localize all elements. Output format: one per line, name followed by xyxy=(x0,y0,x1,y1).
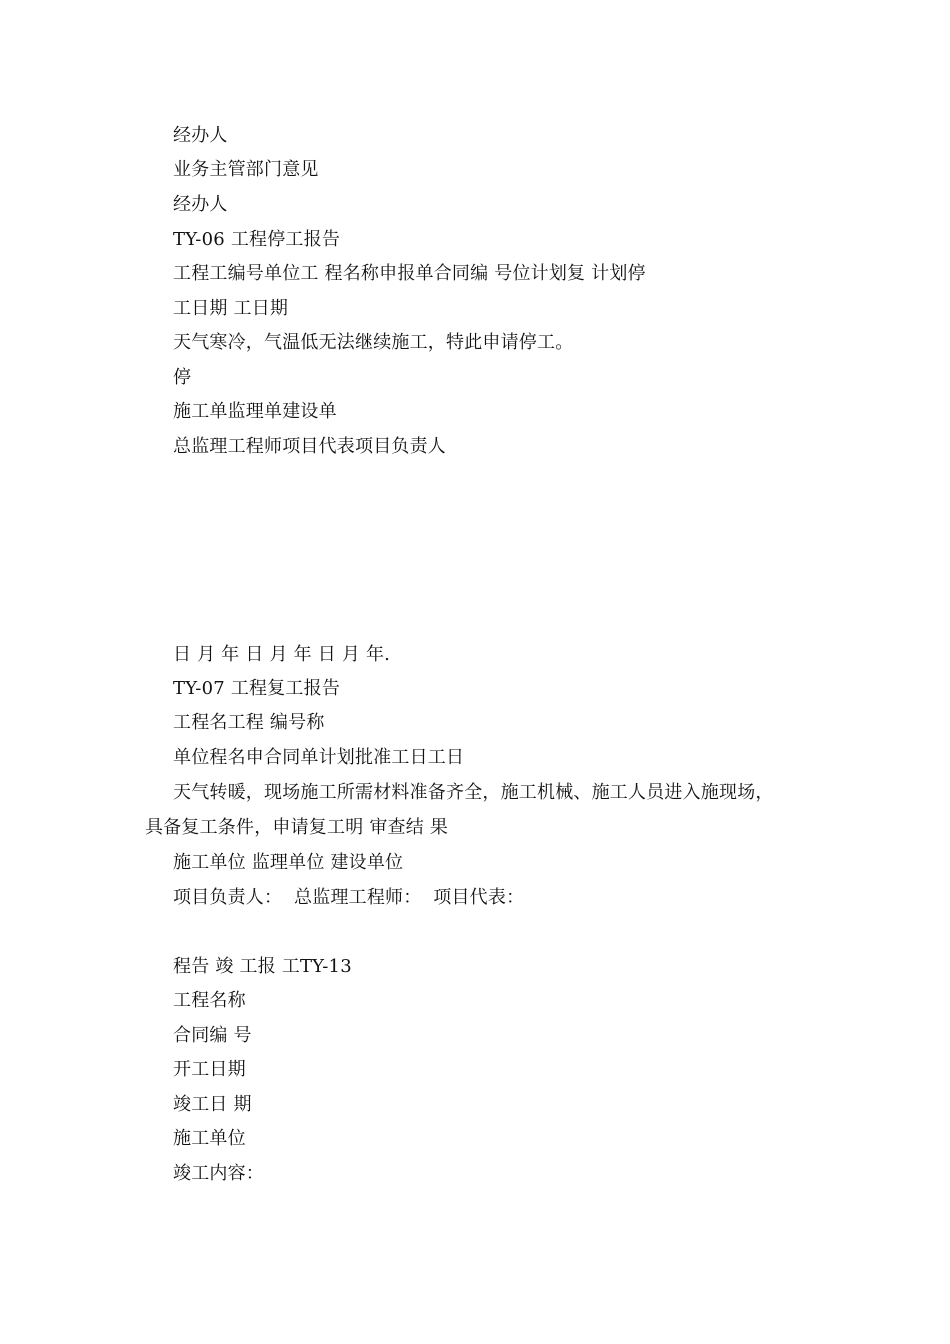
text-line-resume-report-fields-2: 单位程名申合同单计划批准工日工日 xyxy=(173,747,465,768)
text-line-construction-unit: 施工单位 xyxy=(173,1128,246,1149)
text-line-resume-report-fields: 工程名工程 编号称 xyxy=(173,712,325,733)
text-line-resume-units: 施工单位 监理单位 建设单位 xyxy=(173,852,404,873)
text-line-department-opinion: 业务主管部门意见 xyxy=(173,159,319,180)
text-line-date-row: 日 月 年 日 月 年 日 月 年. xyxy=(173,644,391,665)
text-line-stop-report-fields: 工程工编号单位工 程名称申报单合同编 号位计划复 计划停 xyxy=(173,263,646,284)
text-line-resume-reason: 天气转暖，现场施工所需材料准备齐全，施工机械、施工人员进入施现场， xyxy=(173,782,774,803)
text-line-completion-report-title: 程告 竣 工报 工TY-13 xyxy=(173,956,352,977)
text-line-completion-date: 竣工日 期 xyxy=(173,1094,252,1115)
text-line-resume-report-title: TY-07 工程复工报告 xyxy=(173,678,341,699)
text-line-stop-reason: 天气寒冷，气温低无法继续施工，特此申请停工。 xyxy=(173,332,574,353)
text-line-contract-number: 合同编 号 xyxy=(173,1025,252,1046)
text-line-signatories: 总监理工程师项目代表项目负责人 xyxy=(173,436,446,457)
text-line-handler: 经办人 xyxy=(173,125,228,146)
text-line-stop-report-title: TY-06 工程停工报告 xyxy=(173,229,341,250)
text-line-units: 施工单监理单建设单 xyxy=(173,401,337,422)
text-line-resume-reason-cont: 具备复工条件，申请复工明 审查结 果 xyxy=(145,817,449,838)
text-line-project-name: 工程名称 xyxy=(173,990,246,1011)
text-line-completion-content: 竣工内容： xyxy=(173,1163,264,1184)
text-line-resume-signatories: 项目负责人： 总监理工程师： 项目代表： xyxy=(173,887,525,908)
text-line-start-date: 开工日期 xyxy=(173,1059,246,1080)
text-line-handler-2: 经办人 xyxy=(173,194,228,215)
text-line-stop-report-dates: 工日期 工日期 xyxy=(173,298,289,319)
text-line-stop: 停 xyxy=(173,367,192,388)
